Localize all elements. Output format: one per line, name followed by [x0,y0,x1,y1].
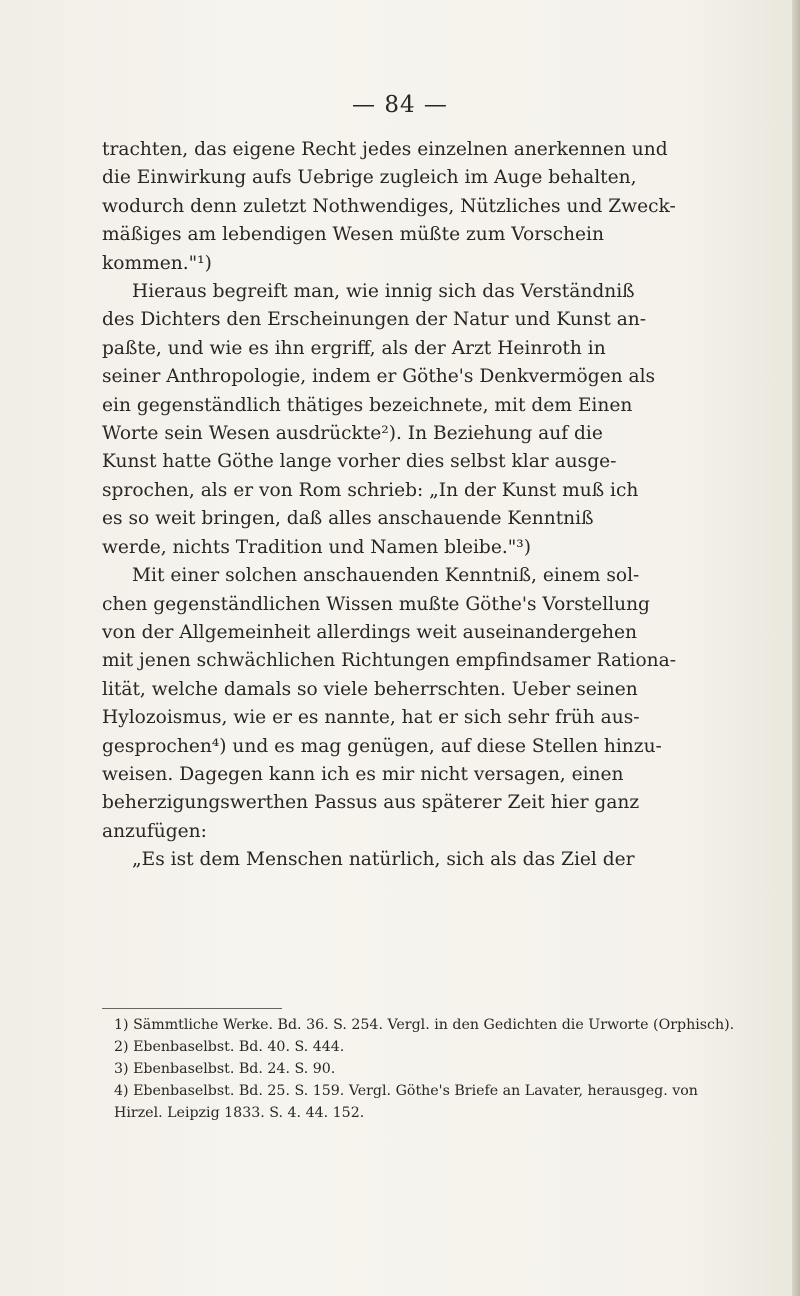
paragraph [102,846,742,874]
text-line: es so weit bringen, daß alles anschauende Kenntniß [102,508,594,530]
text-line: sprochen, als er von Rom schrieb: „In der Kunst muß ich [102,479,639,501]
paragraph-continuation [102,136,742,278]
text-line: lität, welche damals so viele beherrschten. Ueber seinen [102,678,638,700]
text-line: die Einwirkung aufs Uebrige zugleich im Auge behalten, [102,167,637,189]
text-line: beherzigungswerthen Passus aus späterer Zeit hier ganz [102,792,640,814]
text-line: seiner Anthropologie, indem er Göthe's Denkvermögen als [102,366,656,388]
text-line: mäßiges am lebendigen Wesen müßte zum Vorschein [102,224,604,246]
footnote-4: 4) Ebenbaselbst. Bd. 25. S. 159. Vergl. Göthe's Briefe an Lavater, herausgeg. von Hirzel. Leipzig 1833. S. 4. 44. 152. [114,1083,698,1121]
page-edge [792,0,800,1296]
paragraph [102,278,742,562]
text-line: „Es ist dem Menschen natürlich, sich als das Ziel der [132,849,635,871]
text-line: wodurch denn zuletzt Nothwendiges, Nützliches und Zweck- [102,195,676,217]
footnote-3: 3) Ebenbaselbst. Bd. 24. S. 90. [114,1061,336,1077]
text-line: Worte sein Wesen ausdrückte²). In Beziehung auf die [102,423,603,445]
text-line: werde, nichts Tradition und Namen bleibe."³) [102,536,532,558]
text-line: Hylozoismus, wie er es nannte, hat er sich sehr früh aus- [102,707,640,729]
footnote-divider [102,1008,282,1009]
footnote-2: 2) Ebenbaselbst. Bd. 40. S. 444. [114,1039,345,1055]
text-line: gesprochen⁴) und es mag genügen, auf diese Stellen hinzu- [102,735,662,757]
text-line: mit jenen schwächlichen Richtungen empfindsamer Rationa- [102,650,676,672]
text-line: weisen. Dagegen kann ich es mir nicht versagen, einen [102,763,624,785]
text-line: anzufügen: [102,820,207,842]
text-line: paßte, und wie es ihn ergriff, als der Arzt Heinroth in [102,337,606,359]
text-line: Kunst hatte Göthe lange vorher dies selbst klar ausge- [102,451,617,473]
body-text [102,136,742,875]
footnote-1: 1) Sämmtliche Werke. Bd. 36. S. 254. Vergl. in den Gedichten die Urworte (Orphisch). [114,1017,735,1033]
text-line: des Dichters den Erscheinungen der Natur und Kunst an- [102,309,647,331]
text-line: ein gegenständlich thätiges bezeichnete, mit dem Einen [102,394,633,416]
text-line: Mit einer solchen anschauenden Kenntniß, einem sol- [132,565,640,587]
text-line: Hieraus begreift man, wie innig sich das Verständniß [132,281,635,303]
footnotes [114,1014,742,1124]
text-line: trachten, das eigene Recht jedes einzelnen anerkennen und [102,139,668,160]
paragraph [102,562,742,846]
page-number: — 84 — [352,92,448,118]
text-line: von der Allgemeinheit allerdings weit auseinandergehen [102,621,637,643]
text-line: kommen."¹) [102,252,212,274]
text-line: chen gegenständlichen Wissen mußte Göthe's Vorstellung [102,593,650,615]
